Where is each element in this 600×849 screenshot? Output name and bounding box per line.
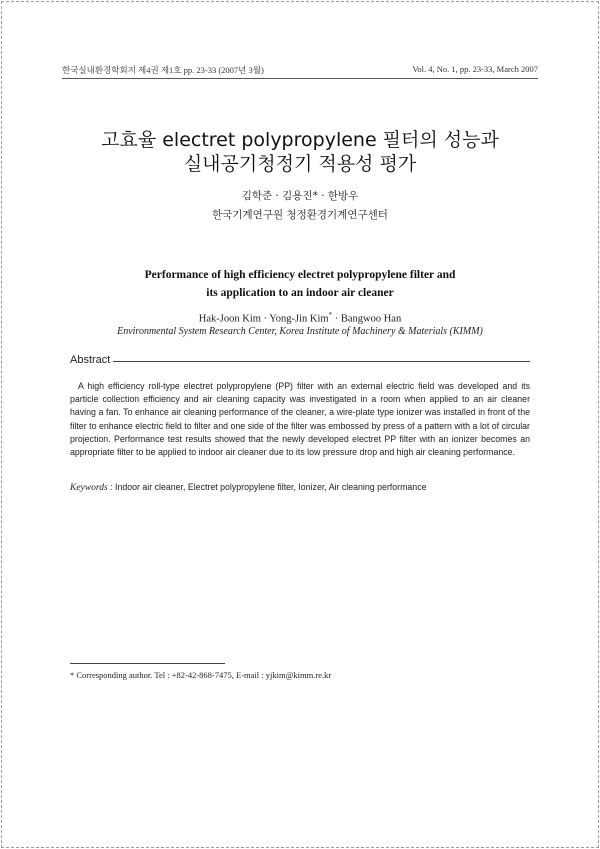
korean-title-line-1: 고효율 electret polypropylene 필터의 성능과 [101, 129, 499, 151]
korean-title-line-2: 실내공기청정기 적용성 평가 [183, 153, 417, 175]
running-header [62, 64, 538, 76]
author-names-2: · Bangwoo Han [332, 313, 402, 325]
abstract-body: A high efficiency roll-type electret polypropylene (PP) filter with an external electric field was developed and its particle collection efficiency and air cleaning capacity was investigated in a room when applied to an air cleaner having a fan. To enhance air cleaning performance of the cleaner, a wire-plate type ionizer was installed in front of the filter to enhance electric field to filter and one side of the filter was embossed by press of a pattern with a lot of circular projection. Performance test results showed that the newly developed electret PP filter with an ionizer becomes an appropriate filter to be applied to indoor air cleaner due to its low pressure drop and high air cleaning performance. [70, 381, 530, 458]
abstract-heading-label: Abstract [70, 354, 111, 366]
author-names-1: Hak-Joon Kim · Yong-Jin Kim [198, 313, 329, 325]
corresponding-author-footnote: * Corresponding author. Tel : +82-42-868-7475, E-mail : yjkim@kimm.re.kr [70, 670, 332, 680]
english-affiliation: Environmental System Research Center, Korea Institute of Machinery & Materials (KIMM) [117, 326, 483, 337]
english-title-line-2: its application to an indoor air cleaner [206, 287, 394, 299]
header-rule [62, 78, 538, 79]
korean-authors: 김학준 · 김용진* · 한방우 [241, 190, 359, 202]
korean-title [0, 128, 600, 176]
english-title-line-1: Performance of high efficiency electret polypropylene filter and [144, 269, 456, 281]
footnote-rule [70, 663, 225, 664]
journal-info-korean: 한국실내환경학회지 제4권 제1호 pp. 23-33 (2007년 3월) [62, 65, 264, 75]
corresponding-author-mark: * [328, 311, 333, 319]
abstract-heading-rule [113, 361, 530, 362]
keywords-separator: : [107, 482, 115, 492]
english-title [0, 266, 600, 302]
keywords [70, 482, 530, 493]
english-authors [0, 311, 600, 325]
abstract-heading [70, 354, 530, 366]
keywords-label: Keywords [70, 483, 108, 493]
journal-info-english: Vol. 4, No. 1, pp. 23-33, March 2007 [412, 64, 538, 74]
keywords-text: Indoor air cleaner, Electret polypropylene filter, Ionizer, Air cleaning performance [115, 482, 427, 492]
korean-affiliation: 한국기계연구원 청정환경기계연구센터 [212, 209, 388, 221]
